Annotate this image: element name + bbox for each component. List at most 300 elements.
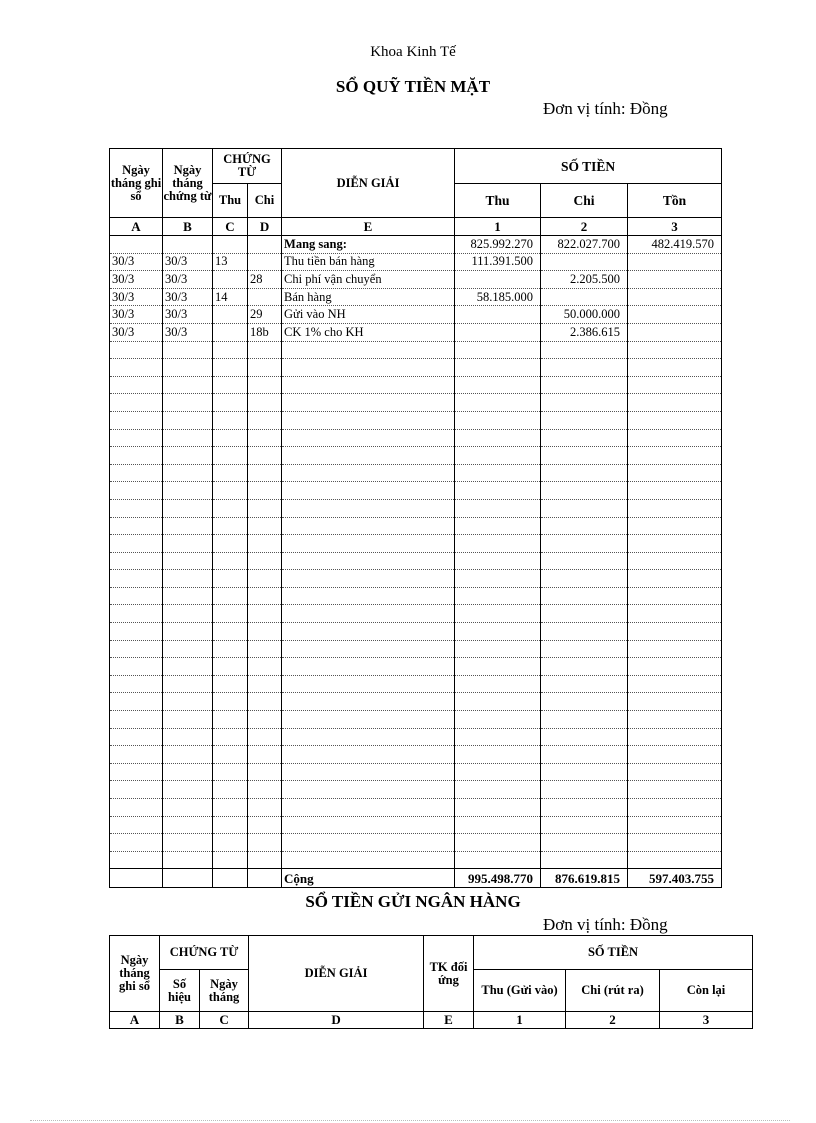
empty-cell	[248, 570, 282, 588]
empty-cell	[455, 693, 541, 711]
cell-payment	[541, 253, 628, 271]
empty-cell	[628, 376, 722, 394]
empty-cell	[110, 851, 163, 869]
empty-cell	[110, 869, 163, 888]
bank-letter-b: B	[160, 1012, 200, 1029]
empty-cell	[163, 394, 213, 412]
ledger-body	[110, 236, 722, 888]
empty-cell	[163, 675, 213, 693]
empty-row	[110, 587, 722, 605]
empty-cell	[541, 447, 628, 465]
empty-cell	[541, 746, 628, 764]
empty-cell	[282, 799, 455, 817]
cell-desc: Bán hàng	[282, 288, 455, 306]
empty-cell	[110, 781, 163, 799]
empty-cell	[110, 711, 163, 729]
empty-cell	[213, 359, 248, 377]
empty-cell	[213, 570, 248, 588]
empty-cell	[628, 711, 722, 729]
empty-cell	[110, 658, 163, 676]
empty-cell	[213, 834, 248, 852]
empty-row	[110, 851, 722, 869]
empty-cell	[213, 411, 248, 429]
empty-cell	[248, 658, 282, 676]
empty-row	[110, 359, 722, 377]
empty-cell	[628, 623, 722, 641]
empty-cell	[213, 675, 248, 693]
bank-letter-1: 1	[474, 1012, 566, 1029]
empty-cell	[248, 535, 282, 553]
total-row	[110, 869, 722, 888]
empty-cell	[455, 587, 541, 605]
empty-row	[110, 640, 722, 658]
empty-cell	[628, 464, 722, 482]
empty-cell	[282, 535, 455, 553]
empty-cell	[110, 359, 163, 377]
empty-cell	[455, 482, 541, 500]
empty-cell	[248, 675, 282, 693]
empty-cell	[110, 376, 163, 394]
empty-cell	[628, 499, 722, 517]
table-row	[110, 323, 722, 341]
empty-row	[110, 411, 722, 429]
empty-cell	[163, 587, 213, 605]
empty-cell	[455, 763, 541, 781]
department-label: Khoa Kinh Tế	[370, 44, 456, 60]
empty-cell	[248, 605, 282, 623]
bank-header-description: DIỄN GIẢI	[249, 936, 424, 1012]
empty-cell	[455, 447, 541, 465]
empty-cell	[110, 341, 163, 359]
table-row	[110, 236, 722, 254]
header-payment: Chi	[541, 184, 628, 218]
empty-cell	[110, 675, 163, 693]
empty-cell	[163, 728, 213, 746]
letter-e: E	[282, 218, 455, 236]
empty-cell	[455, 429, 541, 447]
empty-row	[110, 693, 722, 711]
empty-cell	[628, 517, 722, 535]
bank-header-voucher: CHỨNG TỪ	[160, 936, 249, 970]
empty-cell	[628, 799, 722, 817]
empty-cell	[282, 587, 455, 605]
empty-cell	[455, 499, 541, 517]
empty-cell	[628, 605, 722, 623]
cell-in	[213, 236, 248, 254]
empty-cell	[163, 499, 213, 517]
empty-cell	[248, 429, 282, 447]
empty-cell	[248, 746, 282, 764]
empty-cell	[282, 552, 455, 570]
empty-cell	[628, 640, 722, 658]
empty-cell	[282, 359, 455, 377]
empty-cell	[628, 834, 722, 852]
empty-row	[110, 763, 722, 781]
empty-cell	[163, 376, 213, 394]
letter-d: D	[248, 218, 282, 236]
empty-cell	[163, 535, 213, 553]
empty-cell	[213, 816, 248, 834]
empty-cell	[248, 552, 282, 570]
cell-payment	[541, 288, 628, 306]
bank-header-deposit: Thu (Gửi vào)	[474, 970, 566, 1012]
empty-cell	[455, 816, 541, 834]
cell-in: 14	[213, 288, 248, 306]
empty-cell	[455, 341, 541, 359]
bank-letter-d: D	[249, 1012, 424, 1029]
empty-cell	[110, 464, 163, 482]
empty-cell	[248, 447, 282, 465]
empty-cell	[213, 693, 248, 711]
empty-cell	[282, 746, 455, 764]
empty-cell	[541, 394, 628, 412]
empty-cell	[213, 429, 248, 447]
empty-cell	[282, 834, 455, 852]
empty-cell	[282, 464, 455, 482]
empty-cell	[628, 411, 722, 429]
empty-cell	[628, 341, 722, 359]
empty-cell	[248, 587, 282, 605]
empty-cell	[110, 447, 163, 465]
empty-cell	[282, 429, 455, 447]
bank-header-remaining: Còn lại	[660, 970, 753, 1012]
empty-cell	[110, 482, 163, 500]
letter-2: 2	[541, 218, 628, 236]
cell-out	[248, 236, 282, 254]
empty-cell	[213, 728, 248, 746]
cell-in	[213, 271, 248, 289]
empty-cell	[213, 552, 248, 570]
empty-cell	[110, 517, 163, 535]
empty-cell	[628, 359, 722, 377]
empty-cell	[163, 570, 213, 588]
empty-cell	[213, 517, 248, 535]
cell-payment: 50.000.000	[541, 306, 628, 324]
empty-cell	[541, 658, 628, 676]
empty-cell	[110, 799, 163, 817]
empty-cell	[213, 587, 248, 605]
cell-out	[248, 288, 282, 306]
bank-letter-2: 2	[566, 1012, 660, 1029]
empty-cell	[628, 675, 722, 693]
bank-title: SỔ TIỀN GỬI NGÂN HÀNG	[305, 892, 521, 911]
cell-receipt: 111.391.500	[455, 253, 541, 271]
table-row	[110, 288, 722, 306]
cell-payment: 822.027.700	[541, 236, 628, 254]
empty-cell	[110, 816, 163, 834]
empty-cell	[455, 359, 541, 377]
empty-cell	[282, 517, 455, 535]
empty-cell	[541, 359, 628, 377]
empty-cell	[110, 640, 163, 658]
cell-desc: Gửi vào NH	[282, 306, 455, 324]
cell-payment: 2.205.500	[541, 271, 628, 289]
empty-cell	[248, 816, 282, 834]
header-voucher-in: Thu	[213, 184, 248, 218]
cell-balance: 482.419.570	[628, 236, 722, 254]
empty-cell	[110, 411, 163, 429]
unit-label: Đơn vị tính: Đồng	[543, 99, 668, 118]
header-voucher: CHỨNG TỪ	[213, 149, 282, 184]
table-row	[110, 253, 722, 271]
empty-cell	[455, 464, 541, 482]
empty-cell	[282, 499, 455, 517]
empty-cell	[541, 341, 628, 359]
empty-cell	[455, 411, 541, 429]
cell-desc: Chi phí vận chuyển	[282, 271, 455, 289]
empty-cell	[455, 552, 541, 570]
empty-cell	[628, 816, 722, 834]
empty-cell	[248, 781, 282, 799]
empty-cell	[455, 711, 541, 729]
cell-balance	[628, 253, 722, 271]
empty-cell	[248, 834, 282, 852]
empty-cell	[110, 535, 163, 553]
empty-cell	[628, 746, 722, 764]
empty-cell	[628, 394, 722, 412]
empty-cell	[541, 605, 628, 623]
empty-cell	[628, 587, 722, 605]
empty-cell	[248, 464, 282, 482]
empty-cell	[628, 693, 722, 711]
empty-cell	[213, 781, 248, 799]
empty-cell	[248, 623, 282, 641]
letter-3: 3	[628, 218, 722, 236]
empty-cell	[541, 587, 628, 605]
empty-row	[110, 376, 722, 394]
empty-cell	[163, 623, 213, 641]
empty-cell	[163, 482, 213, 500]
empty-cell	[455, 623, 541, 641]
empty-cell	[455, 851, 541, 869]
empty-row	[110, 429, 722, 447]
empty-cell	[213, 482, 248, 500]
empty-cell	[163, 851, 213, 869]
empty-cell	[282, 623, 455, 641]
empty-cell	[213, 658, 248, 676]
empty-cell	[213, 623, 248, 641]
cell-balance	[628, 288, 722, 306]
empty-cell	[282, 728, 455, 746]
empty-cell	[282, 605, 455, 623]
empty-cell	[248, 376, 282, 394]
empty-cell	[282, 781, 455, 799]
cell-receipt: 58.185.000	[455, 288, 541, 306]
empty-cell	[248, 359, 282, 377]
empty-cell	[628, 763, 722, 781]
empty-cell	[248, 869, 282, 888]
empty-cell	[163, 605, 213, 623]
empty-cell	[628, 447, 722, 465]
cell-out: 18b	[248, 323, 282, 341]
header-amount: SỐ TIỀN	[455, 149, 722, 184]
empty-cell	[455, 781, 541, 799]
empty-row	[110, 605, 722, 623]
empty-cell	[110, 394, 163, 412]
empty-cell	[455, 605, 541, 623]
cell-vdate: 30/3	[163, 306, 213, 324]
empty-row	[110, 552, 722, 570]
empty-cell	[248, 851, 282, 869]
cell-in	[213, 306, 248, 324]
empty-cell	[628, 728, 722, 746]
empty-row	[110, 799, 722, 817]
bank-header-withdraw: Chi (rút ra)	[566, 970, 660, 1012]
letter-a: A	[110, 218, 163, 236]
empty-cell	[541, 411, 628, 429]
empty-cell	[282, 411, 455, 429]
empty-cell	[213, 640, 248, 658]
empty-cell	[628, 482, 722, 500]
empty-cell	[455, 675, 541, 693]
empty-cell	[163, 869, 213, 888]
letter-1: 1	[455, 218, 541, 236]
empty-cell	[455, 570, 541, 588]
page-title: SỔ QUỸ TIỀN MẶT	[335, 77, 491, 96]
empty-cell	[163, 640, 213, 658]
empty-cell	[282, 341, 455, 359]
bank-letter-e: E	[424, 1012, 474, 1029]
empty-cell	[282, 640, 455, 658]
empty-cell	[163, 341, 213, 359]
empty-cell	[248, 693, 282, 711]
empty-cell	[110, 605, 163, 623]
empty-cell	[282, 693, 455, 711]
empty-row	[110, 623, 722, 641]
cell-vdate: 30/3	[163, 253, 213, 271]
empty-cell	[248, 640, 282, 658]
bank-letter-c: C	[200, 1012, 249, 1029]
empty-cell	[213, 869, 248, 888]
empty-cell	[455, 728, 541, 746]
bank-header-voucher-no: Số hiệu	[160, 970, 200, 1012]
empty-cell	[163, 464, 213, 482]
empty-cell	[541, 464, 628, 482]
empty-cell	[163, 763, 213, 781]
empty-cell	[541, 816, 628, 834]
empty-cell	[213, 746, 248, 764]
header-receipt: Thu	[455, 184, 541, 218]
page-bottom-rule	[30, 1120, 790, 1121]
empty-cell	[213, 605, 248, 623]
empty-cell	[455, 746, 541, 764]
cell-date: 30/3	[110, 288, 163, 306]
empty-cell	[541, 781, 628, 799]
header-date-entry: Ngày tháng ghi sổ	[110, 149, 163, 218]
empty-cell	[213, 711, 248, 729]
empty-cell	[213, 763, 248, 781]
cell-receipt	[455, 323, 541, 341]
empty-cell	[455, 535, 541, 553]
empty-cell	[541, 376, 628, 394]
empty-cell	[248, 341, 282, 359]
cell-out: 29	[248, 306, 282, 324]
empty-row	[110, 658, 722, 676]
bank-letter-3: 3	[660, 1012, 753, 1029]
empty-cell	[282, 570, 455, 588]
bank-unit-label: Đơn vị tính: Đồng	[543, 915, 668, 934]
cell-receipt	[455, 271, 541, 289]
cash-ledger-table	[109, 148, 722, 888]
empty-cell	[541, 535, 628, 553]
empty-cell	[213, 394, 248, 412]
empty-cell	[282, 447, 455, 465]
cell-vdate: 30/3	[163, 271, 213, 289]
empty-row	[110, 570, 722, 588]
cell-desc: Thu tiền bán hàng	[282, 253, 455, 271]
cell-vdate: 30/3	[163, 288, 213, 306]
empty-cell	[163, 693, 213, 711]
empty-cell	[163, 799, 213, 817]
empty-row	[110, 464, 722, 482]
bank-letter-a: A	[110, 1012, 160, 1029]
empty-cell	[541, 834, 628, 852]
empty-cell	[110, 552, 163, 570]
header-date-voucher: Ngày tháng chứng từ	[163, 149, 213, 218]
empty-cell	[163, 658, 213, 676]
empty-cell	[110, 746, 163, 764]
empty-cell	[455, 640, 541, 658]
total-payment: 876.619.815	[541, 869, 628, 888]
empty-cell	[628, 658, 722, 676]
empty-cell	[248, 482, 282, 500]
empty-cell	[282, 711, 455, 729]
empty-cell	[110, 570, 163, 588]
empty-cell	[213, 447, 248, 465]
empty-cell	[110, 763, 163, 781]
cell-in: 13	[213, 253, 248, 271]
empty-cell	[541, 570, 628, 588]
empty-cell	[282, 675, 455, 693]
cell-out: 28	[248, 271, 282, 289]
empty-cell	[455, 376, 541, 394]
empty-cell	[628, 851, 722, 869]
empty-cell	[541, 728, 628, 746]
bank-header-account: TK đối ứng	[424, 936, 474, 1012]
empty-cell	[213, 499, 248, 517]
empty-cell	[541, 799, 628, 817]
empty-cell	[163, 517, 213, 535]
empty-cell	[282, 763, 455, 781]
header-description: DIỄN GIẢI	[282, 149, 455, 218]
empty-cell	[541, 711, 628, 729]
empty-cell	[110, 834, 163, 852]
empty-row	[110, 816, 722, 834]
empty-cell	[248, 711, 282, 729]
empty-cell	[628, 552, 722, 570]
empty-cell	[282, 482, 455, 500]
empty-cell	[541, 552, 628, 570]
empty-cell	[541, 851, 628, 869]
empty-row	[110, 728, 722, 746]
empty-row	[110, 834, 722, 852]
cell-in	[213, 323, 248, 341]
empty-cell	[628, 781, 722, 799]
empty-cell	[248, 394, 282, 412]
empty-cell	[163, 447, 213, 465]
empty-cell	[282, 816, 455, 834]
empty-cell	[163, 746, 213, 764]
cell-date	[110, 236, 163, 254]
cell-vdate: 30/3	[163, 323, 213, 341]
bank-header-date-entry: Ngày tháng ghi sổ	[110, 936, 160, 1012]
empty-cell	[541, 429, 628, 447]
empty-cell	[248, 728, 282, 746]
cell-date: 30/3	[110, 271, 163, 289]
empty-cell	[248, 517, 282, 535]
empty-row	[110, 394, 722, 412]
empty-cell	[110, 728, 163, 746]
